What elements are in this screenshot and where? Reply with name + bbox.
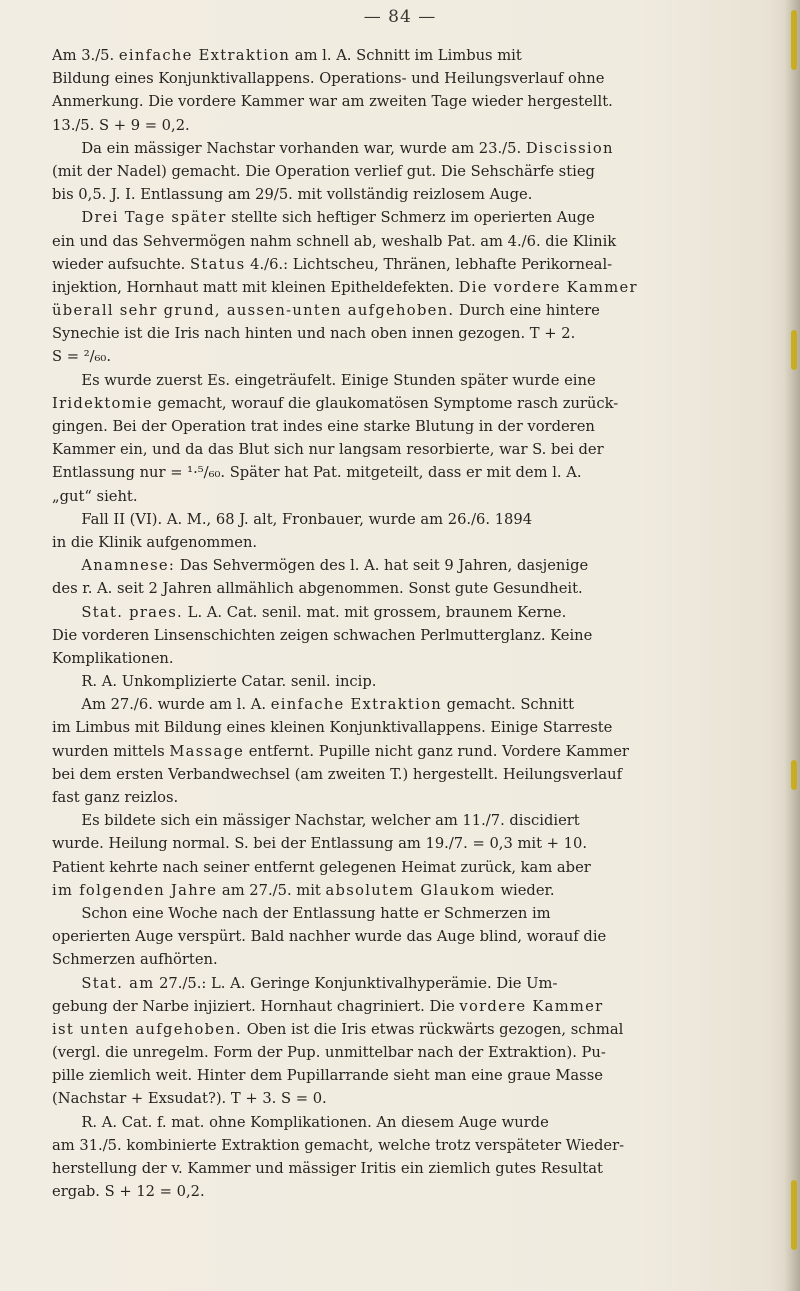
spaced-emphasis: Status: [190, 255, 246, 273]
text-line: [52, 1018, 764, 1041]
text-segment: wurde. Heilung normal. S. bei der Entlassung am 19./7. = 0,3 mit + 10.: [52, 835, 588, 853]
text-line: [52, 276, 764, 299]
text-line: [52, 160, 764, 183]
text-segment: [52, 209, 81, 226]
text-line: [52, 1134, 764, 1157]
text-segment: bis 0,5. J. I. Entlassung am 29/5. mit vollständig reizlosem Auge.: [52, 186, 533, 204]
text-segment: entfernt. Pupille nicht ganz rund. Vordere Kammer: [244, 742, 629, 760]
text-segment: gingen. Bei der Operation trat indes eine starke Blutung in der vorderen: [52, 418, 595, 435]
text-segment: Komplikationen.: [52, 649, 174, 667]
text-segment: Durch eine hintere: [454, 302, 600, 320]
text-line: [52, 995, 764, 1018]
text-segment: 13./5. S + 9 = 0,2.: [52, 116, 190, 134]
page-edge-mark: [791, 1180, 797, 1250]
text-segment: wieder.: [495, 881, 555, 899]
text-line: [52, 508, 764, 531]
text-segment: [52, 557, 81, 574]
text-line: [52, 369, 764, 392]
text-line: [52, 44, 764, 67]
spaced-emphasis: einfache Extraktion: [270, 696, 442, 714]
text-line: [52, 531, 764, 554]
body-text: [52, 44, 764, 1203]
text-line: [52, 716, 764, 739]
spaced-emphasis: Discission: [525, 139, 614, 157]
text-segment: L. A. Cat. senil. mat. mit grossem, braunem Kerne.: [183, 603, 567, 621]
spaced-emphasis: einfache Extraktion: [118, 47, 291, 64]
text-segment: Die vorderen Linsenschichten zeigen schwachen Perlmutterglanz. Keine: [52, 626, 593, 644]
text-line: [52, 925, 764, 948]
text-segment: gemacht. Schnitt: [442, 696, 575, 714]
text-line: [52, 948, 764, 971]
text-line: [52, 461, 764, 484]
spaced-emphasis: Iridektomie: [52, 394, 153, 412]
text-line: [52, 230, 764, 253]
text-line: [52, 856, 764, 879]
spaced-emphasis: im folgenden Jahre: [52, 881, 218, 899]
text-line: [52, 299, 764, 322]
text-line: [52, 554, 764, 577]
spaced-emphasis: vordere Kammer: [459, 997, 604, 1015]
text-line: [52, 322, 764, 345]
text-line: [52, 392, 764, 415]
text-line: [52, 253, 764, 276]
text-segment: des r. A. seit 2 Jahren allmählich abgenommen. Sonst gute Gesundheit.: [52, 580, 583, 598]
text-segment: bei dem ersten Verbandwechsel (am zweiten T.) hergestellt. Heilungsverlauf: [52, 765, 623, 783]
text-segment: fast ganz reizlos.: [52, 789, 179, 806]
text-line: [52, 879, 764, 902]
text-line: [52, 809, 764, 832]
text-line: [52, 577, 764, 600]
text-segment: Bildung eines Konjunktivallappens. Operations- und Heilungsverlauf ohne: [52, 70, 605, 88]
text-segment: (vergl. die unregelm. Form der Pup. unmittelbar nach der Extraktion). Pu-: [52, 1044, 606, 1062]
text-segment: Schmerzen aufhörten.: [52, 951, 218, 969]
text-segment: Synechie ist die Iris nach hinten und nach oben innen gezogen. T + 2.: [52, 325, 576, 343]
spaced-emphasis: Stat. praes.: [81, 603, 184, 621]
text-segment: operierten Auge verspürt. Bald nachher wurde das Auge blind, worauf die: [52, 928, 607, 946]
text-segment: am l. A. Schnitt im Limbus mit: [290, 47, 522, 64]
text-segment: Das Sehvermögen des l. A. hat seit 9 Jahren, dasjenige: [175, 557, 589, 575]
text-segment: (Nachstar + Exsudat?). T + 3. S = 0.: [52, 1090, 327, 1108]
text-line: [52, 345, 764, 368]
text-line: [52, 832, 764, 855]
text-segment: in die Klinik aufgenommen.: [52, 533, 258, 551]
text-segment: im Limbus mit Bildung eines kleinen Konjunktivallappens. Einige Starreste: [52, 719, 613, 737]
text-line: [52, 740, 764, 763]
text-segment: Schon eine Woche nach der Entlassung hatte er Schmerzen im: [52, 904, 551, 922]
spaced-emphasis: Massage: [169, 742, 245, 760]
text-line: [52, 1111, 764, 1134]
text-line: [52, 647, 764, 670]
text-segment: Fall II (VI). A. M., 68 J. alt, Fronbauer, wurde am 26./6. 1894: [52, 510, 533, 528]
spaced-emphasis: ist unten aufgehoben.: [52, 1020, 243, 1038]
text-segment: herstellung der v. Kammer und mässiger Iritis ein ziemlich gutes Resultat: [52, 1160, 603, 1177]
text-segment: Kammer ein, und da das Blut sich nur langsam resorbierte, war S. bei der: [52, 441, 604, 459]
text-segment: gebung der Narbe injiziert. Hornhaut chagriniert. Die: [52, 997, 460, 1015]
text-line: [52, 624, 764, 647]
text-line: [52, 902, 764, 925]
text-line: [52, 485, 764, 508]
text-segment: Entlassung nur = ¹·⁵/₆₀. Später hat Pat. mitgeteilt, dass er mit dem l. A.: [52, 464, 582, 482]
text-segment: ergab. S + 12 = 0,2.: [52, 1183, 205, 1201]
text-segment: wieder aufsuchte.: [52, 255, 191, 273]
text-line: [52, 601, 764, 624]
text-segment: Oben ist die Iris etwas rückwärts gezogen, schmal: [242, 1020, 624, 1038]
text-segment: Am 3./5.: [52, 47, 119, 64]
text-segment: Patient kehrte nach seiner entfernt gelegenen Heimat zurück, kam aber: [52, 858, 591, 876]
text-line: [52, 763, 764, 786]
text-line: [52, 1180, 764, 1203]
text-segment: wurden mittels: [52, 742, 170, 760]
text-segment: Anmerkung. Die vordere Kammer war am zweiten Tage wieder hergestellt.: [52, 93, 613, 111]
spaced-emphasis: Stat. am: [81, 974, 155, 992]
spaced-emphasis: absolutem Glaukom: [325, 881, 496, 899]
text-segment: R. A. Unkomplizierte Catar. senil. incip.: [52, 673, 377, 691]
page-edge-shadow: [784, 0, 800, 1291]
text-line: [52, 670, 764, 693]
text-segment: stellte sich heftiger Schmerz im operierten Auge: [226, 209, 595, 227]
text-line: [52, 206, 764, 229]
page-number: — 84 —: [363, 7, 437, 27]
spaced-emphasis: Die vordere Kammer: [458, 278, 638, 296]
text-line: [52, 972, 764, 995]
text-segment: S = ²/₆₀.: [52, 348, 111, 366]
text-segment: R. A. Cat. f. mat. ohne Komplikationen. An diesem Auge wurde: [52, 1113, 549, 1131]
text-segment: Es wurde zuerst Es. eingeträufelt. Einige Stunden später wurde eine: [52, 371, 596, 389]
text-segment: injektion, Hornhaut matt mit kleinen Epitheldefekten.: [52, 278, 459, 296]
text-segment: „gut“ sieht.: [52, 487, 138, 505]
text-line: [52, 1157, 764, 1180]
text-segment: Am 27./6. wurde am l. A.: [52, 696, 271, 714]
text-line: [52, 137, 764, 160]
text-segment: 27./5.: L. A. Geringe Konjunktivalhyperämie. Die Um-: [154, 974, 558, 992]
text-segment: Da ein mässiger Nachstar vorhanden war, wurde am 23./5.: [52, 139, 526, 157]
page-edge-mark: [791, 330, 797, 370]
text-line: [52, 1041, 764, 1064]
text-segment: Es bildete sich ein mässiger Nachstar, welcher am 11./7. discidiert: [52, 812, 580, 830]
text-line: [52, 183, 764, 206]
spaced-emphasis: Drei Tage später: [81, 209, 227, 227]
text-line: [52, 415, 764, 438]
text-segment: gemacht, worauf die glaukomatösen Symptome rasch zurück-: [152, 394, 619, 412]
text-line: [52, 786, 764, 809]
text-line: [52, 438, 764, 461]
text-line: [52, 1064, 764, 1087]
text-line: [52, 67, 764, 90]
text-segment: 4./6.: Lichtscheu, Thränen, lebhafte Perikorneal-: [245, 255, 613, 273]
text-line: [52, 90, 764, 113]
text-segment: am 27./5. mit: [217, 881, 326, 899]
text-segment: [52, 975, 81, 992]
text-segment: pille ziemlich weit. Hinter dem Pupillarrande sieht man eine graue Masse: [52, 1067, 603, 1085]
spaced-emphasis: Anamnese:: [81, 557, 176, 575]
text-line: [52, 114, 764, 137]
page-edge-mark: [791, 760, 797, 790]
text-segment: (mit der Nadel) gemacht. Die Operation verlief gut. Die Sehschärfe stieg: [52, 162, 595, 180]
text-segment: [52, 604, 81, 621]
text-segment: am 31./5. kombinierte Extraktion gemacht, welche trotz verspäteter Wieder-: [52, 1136, 625, 1154]
text-line: [52, 1087, 764, 1110]
text-line: [52, 693, 764, 716]
spaced-emphasis: überall sehr grund, aussen-unten aufgehoben.: [52, 302, 455, 320]
text-segment: ein und das Sehvermögen nahm schnell ab, weshalb Pat. am 4./6. die Klinik: [52, 232, 617, 250]
